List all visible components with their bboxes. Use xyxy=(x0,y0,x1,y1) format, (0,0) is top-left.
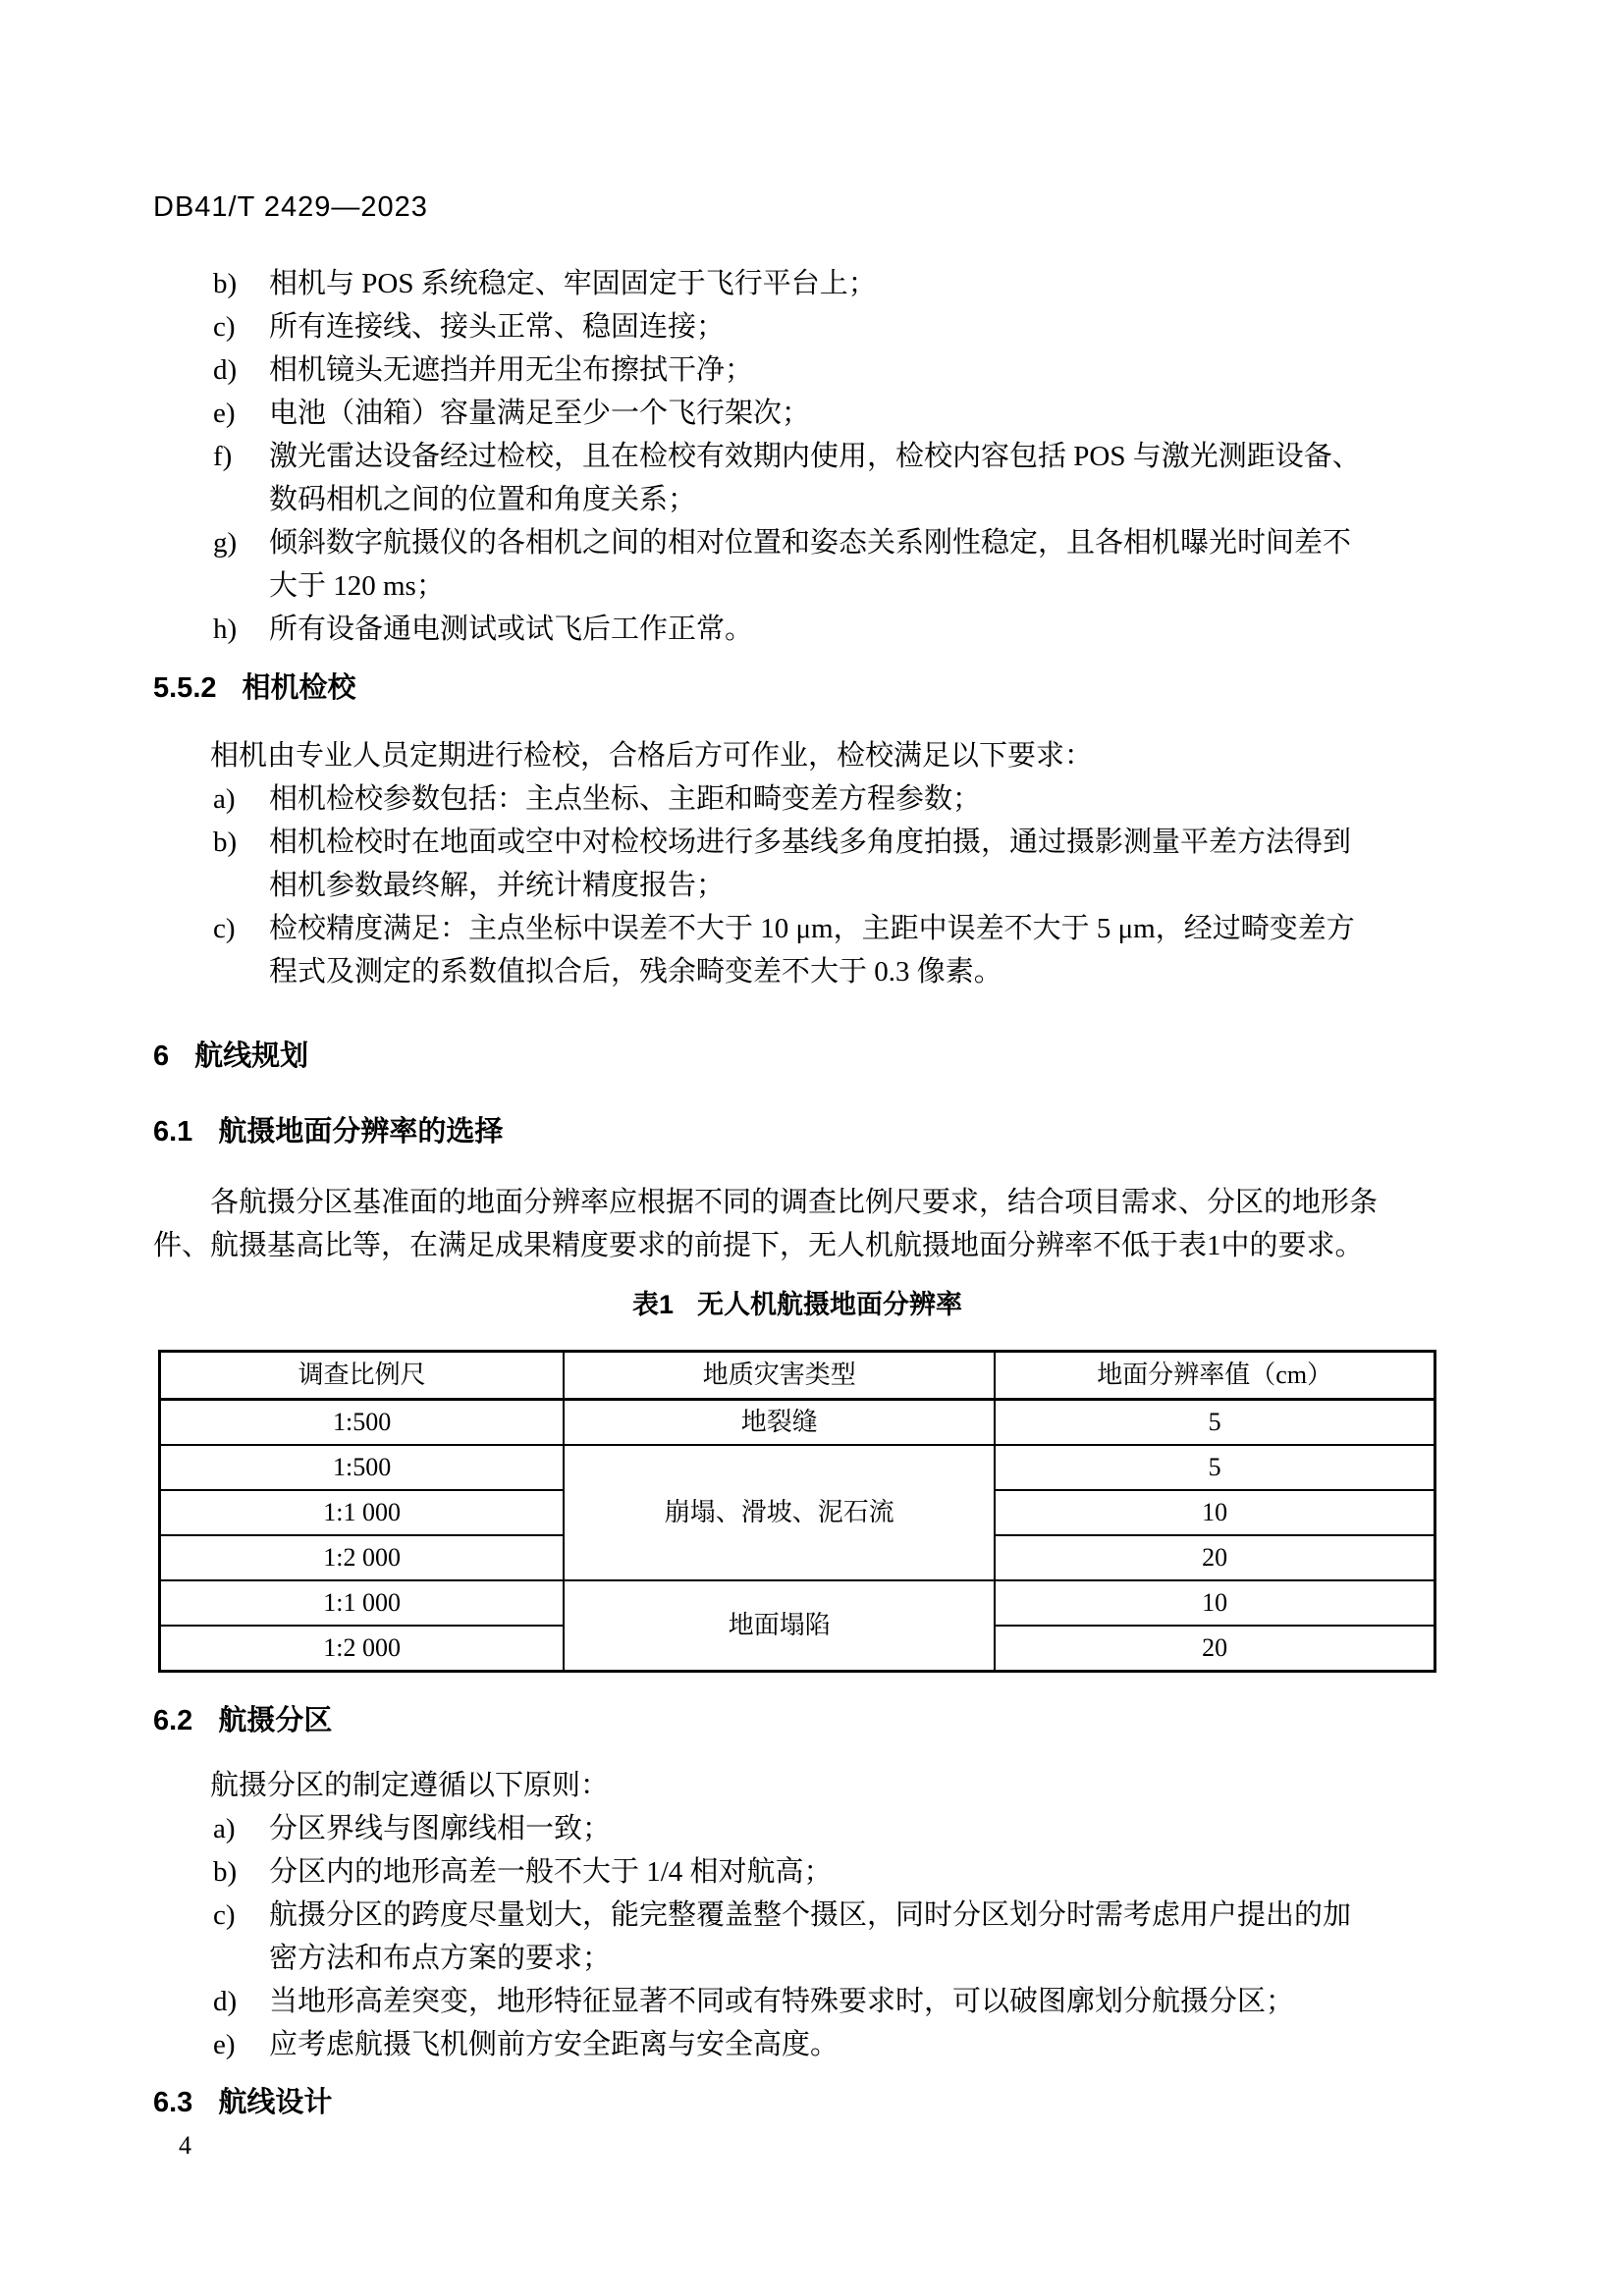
doc-number: DB41/T 2429—2023 xyxy=(153,191,428,223)
item-text: 相机检校参数包括：主点坐标、主距和畸变差方程参数； xyxy=(269,783,982,815)
table1-block xyxy=(158,1285,1436,1673)
list-item xyxy=(213,1980,1437,2023)
item-label: a) xyxy=(213,1813,236,1844)
heading-number: 5.5.2 xyxy=(153,672,217,704)
cell-scale: 1:500 xyxy=(160,1400,565,1446)
item-text: 航摄分区的跨度尽量划大，能完整覆盖整个摄区，同时分区划分时需考虑用户提出的加密方法和布点方案的要求； xyxy=(269,1899,1352,1974)
list-item xyxy=(213,2023,1437,2066)
heading-number: 6.2 xyxy=(153,1705,193,1736)
list-item xyxy=(213,907,1437,993)
cell-resolution: 20 xyxy=(995,1535,1435,1580)
item-label: d) xyxy=(213,354,238,386)
zoning-principles-list xyxy=(153,1807,1437,2066)
resolution-table xyxy=(158,1350,1436,1673)
page-number: 4 xyxy=(179,2131,191,2160)
item-label: e) xyxy=(213,398,236,429)
paragraph: 相机由专业人员定期进行检校，合格后方可作业，检校满足以下要求： xyxy=(210,740,1094,772)
item-text: 相机与 POS 系统稳定、牢固固定于飞行平台上； xyxy=(269,268,877,299)
item-label: a) xyxy=(213,783,236,815)
item-label: c) xyxy=(213,913,236,944)
item-label: f) xyxy=(213,441,233,472)
item-text: 当地形高差突变，地形特征显著不同或有特殊要求时，可以破图廓划分航摄分区； xyxy=(269,1986,1295,2017)
item-text: 倾斜数字航摄仪的各相机之间的相对位置和姿态关系刚性稳定，且各相机曝光时间差不大于 120 ms； xyxy=(269,527,1352,602)
item-text: 检校精度满足：主点坐标中误差不大于 10 μm，主距中误差不大于 5 μm，经过畸变差方程式及测定的系数值拟合后，残余畸变差不大于 0.3 像素。 xyxy=(269,913,1355,988)
item-label: b) xyxy=(213,827,238,858)
heading-title: 航线规划 xyxy=(194,1041,309,1072)
table-row xyxy=(160,1445,1435,1490)
section-heading-5-5-2 xyxy=(153,667,1437,710)
cell-hazard: 地面塌陷 xyxy=(564,1580,995,1672)
camera-calibration-list xyxy=(153,777,1437,993)
cell-hazard: 崩塌、滑坡、泥石流 xyxy=(564,1445,995,1580)
item-text: 激光雷达设备经过检校，且在检校有效期内使用，检校内容包括 POS 与激光测距设备、数码相机之间的位置和角度关系； xyxy=(269,441,1361,515)
heading-title: 相机检校 xyxy=(242,672,356,704)
item-label: c) xyxy=(213,311,236,343)
item-label: b) xyxy=(213,1856,238,1888)
cell-resolution: 5 xyxy=(995,1445,1435,1490)
col-header-hazard: 地质灾害类型 xyxy=(564,1352,995,1400)
table-row xyxy=(160,1580,1435,1626)
heading-title: 航摄分区 xyxy=(218,1705,333,1736)
list-item xyxy=(213,262,1437,305)
heading-number: 6.3 xyxy=(153,2087,193,2118)
list-item xyxy=(213,1850,1437,1894)
heading-number: 6.1 xyxy=(153,1116,193,1148)
item-text: 分区界线与图廓线相一致； xyxy=(269,1813,612,1844)
section-heading-6-2 xyxy=(153,1699,1437,1742)
list-item xyxy=(213,777,1437,821)
list-item xyxy=(213,348,1437,392)
list-item xyxy=(213,435,1437,521)
list-item xyxy=(213,1807,1437,1850)
cell-scale: 1:2 000 xyxy=(160,1535,565,1580)
section-heading-6-3 xyxy=(153,2081,1437,2124)
section-heading-6 xyxy=(153,1035,1437,1078)
cell-resolution: 5 xyxy=(995,1400,1435,1446)
cell-scale: 1:1 000 xyxy=(160,1490,565,1535)
col-header-resolution: 地面分辨率值（cm） xyxy=(995,1352,1435,1400)
list-item xyxy=(213,821,1437,907)
cell-resolution: 10 xyxy=(995,1490,1435,1535)
item-label: g) xyxy=(213,527,238,559)
heading-title: 航摄地面分辨率的选择 xyxy=(218,1116,504,1148)
cell-scale: 1:2 000 xyxy=(160,1626,565,1672)
section-heading-6-1 xyxy=(153,1110,1437,1153)
item-text: 分区内的地形高差一般不大于 1/4 相对航高； xyxy=(269,1856,833,1888)
item-text: 相机检校时在地面或空中对检校场进行多基线多角度拍摄，通过摄影测量平差方法得到相机参数最终解，并统计精度报告； xyxy=(269,827,1352,901)
item-text: 所有设备通电测试或试飞后工作正常。 xyxy=(269,614,754,645)
item-label: c) xyxy=(213,1899,236,1931)
item-label: h) xyxy=(213,614,238,645)
list-item xyxy=(213,608,1437,651)
table-caption-title: 无人机航摄地面分辨率 xyxy=(697,1290,963,1319)
cell-resolution: 20 xyxy=(995,1626,1435,1672)
col-header-scale: 调查比例尺 xyxy=(160,1352,565,1400)
item-label: d) xyxy=(213,1986,238,2017)
list-item xyxy=(213,1894,1437,1980)
cell-scale: 1:500 xyxy=(160,1445,565,1490)
equipment-checklist xyxy=(153,262,1437,651)
heading-number: 6 xyxy=(153,1041,170,1072)
paragraph: 各航摄分区基准面的地面分辨率应根据不同的调查比例尺要求，结合项目需求、分区的地形条件、航摄基高比等，在满足成果精度要求的前提下，无人机航摄地面分辨率不低于表1中的要求。 xyxy=(153,1187,1379,1261)
item-label: e) xyxy=(213,2029,236,2060)
paragraph: 航摄分区的制定遵循以下原则： xyxy=(210,1770,610,1801)
item-text: 相机镜头无遮挡并用无尘布擦拭干净； xyxy=(269,354,754,386)
list-item xyxy=(213,521,1437,608)
item-label: b) xyxy=(213,268,238,299)
table-caption-label: 表1 xyxy=(631,1290,675,1319)
table-caption xyxy=(158,1285,1436,1324)
item-text: 应考虑航摄飞机侧前方安全距离与安全高度。 xyxy=(269,2029,839,2060)
cell-hazard: 地裂缝 xyxy=(564,1400,995,1446)
cell-scale: 1:1 000 xyxy=(160,1580,565,1626)
list-item xyxy=(213,392,1437,435)
cell-resolution: 10 xyxy=(995,1580,1435,1626)
list-item xyxy=(213,305,1437,348)
item-text: 所有连接线、接头正常、稳固连接； xyxy=(269,311,726,343)
item-text: 电池（油箱）容量满足至少一个飞行架次； xyxy=(269,398,811,429)
heading-title: 航线设计 xyxy=(218,2087,333,2118)
table-header-row xyxy=(160,1352,1435,1400)
table-row xyxy=(160,1400,1435,1446)
